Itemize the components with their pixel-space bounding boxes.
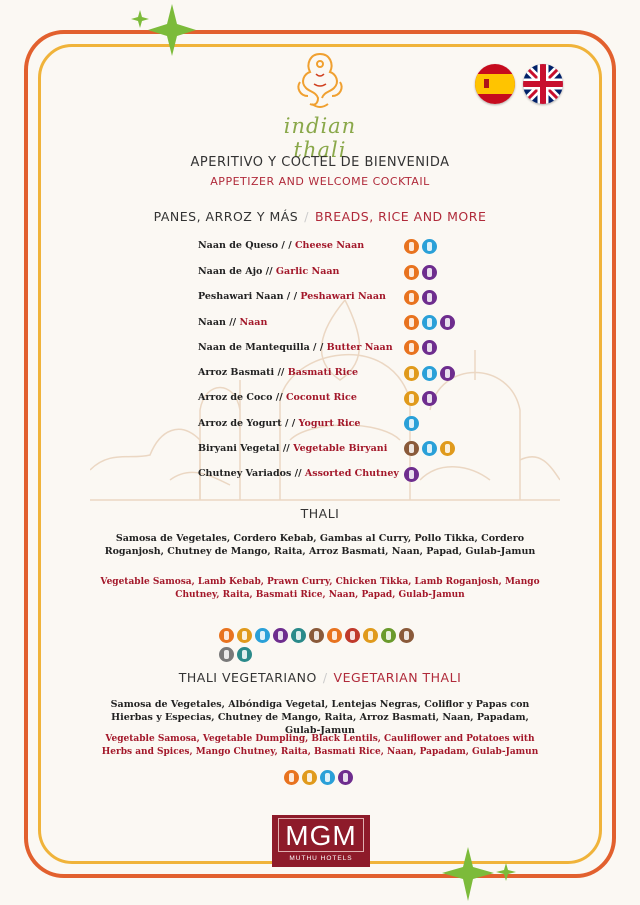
allergen-icons [404, 366, 458, 384]
brand-name: indian thali [283, 114, 357, 162]
milk-icon [422, 366, 437, 381]
egg-icon [440, 441, 455, 456]
peanut-icon [327, 628, 342, 643]
menu-item-vegetable-biryani [198, 443, 387, 454]
thali-description-es: Samosa de Vegetales, Cordero Kebab, Gambas al Curry, Pollo Tikka, Cordero Roganjosh, Chutney de Mango, Raita, Arroz Basmati, Naan, Papad, Gulab-Jamun [104, 533, 536, 557]
item-name-en: Garlic Naan [275, 266, 340, 277]
item-name-es: Arroz de Coco // [198, 392, 283, 403]
gluten-icon [219, 628, 234, 643]
allergen-icons [404, 265, 440, 283]
sulphites-icon [422, 265, 437, 280]
allergen-icons [404, 239, 440, 257]
menu-item-yogurt-rice [198, 418, 360, 429]
allergen-icons [404, 340, 440, 358]
veg-thali-description-es: Samosa de Vegetales, Albóndiga Vegetal, Lentejas Negras, Coliflor y Papas con Hierbas y Especias, Chutney de Mango, Raita, Arroz Basmati, Naan, Papadam, Gulab-Jamun [110, 699, 530, 736]
sulphites-icon [440, 315, 455, 330]
menu-item-butter-naan [198, 342, 393, 353]
egg-icon [237, 628, 252, 643]
sulphites-icon [422, 340, 437, 355]
menu-item-garlic-naan [198, 266, 339, 277]
gluten-icon [404, 290, 419, 305]
mgm-logo-subtitle: MUTHU HOTELS [289, 855, 353, 862]
welcome-title-en: APPETIZER AND WELCOME COCKTAIL [210, 175, 430, 188]
allergen-icons [404, 416, 422, 434]
item-name-en: Naan [239, 317, 268, 328]
veg-thali-description-en: Vegetable Samosa, Vegetable Dumpling, Black Lentils, Cauliflower and Potatoes with Herbs and Spices, Mango Chutney, Raita, Basmati Rice, Naan, Papadam, Gulab-Jamun [101, 734, 539, 757]
milk-icon [422, 441, 437, 456]
allergen-icons [404, 441, 458, 459]
crustaceans-icon [291, 628, 306, 643]
veg-thali-title-en: VEGETARIAN THALI [333, 670, 462, 685]
sulphites-icon [273, 628, 288, 643]
veg-thali-title-es: THALI VEGETARIANO [178, 670, 317, 685]
menu-item-cheese-naan [198, 240, 364, 251]
lupin-icon [219, 647, 234, 662]
nuts-icon [404, 441, 419, 456]
menu-item-coconut-rice [198, 392, 357, 403]
milk-icon [255, 628, 270, 643]
item-name-en: Vegetable Biryani [293, 443, 388, 454]
item-name-es: Arroz de Yogurt / / [198, 418, 296, 429]
mgm-muthu-hotels-logo [272, 815, 370, 867]
gluten-icon [404, 315, 419, 330]
thali-allergen-icons [219, 628, 429, 646]
gluten-icon [284, 770, 299, 785]
uk-flag-icon [523, 64, 563, 104]
item-name-en: Assorted Chutney [304, 468, 399, 479]
gluten-icon [404, 265, 419, 280]
thali-description-en: Vegetable Samosa, Lamb Kebab, Prawn Curry, Chicken Tikka, Lamb Roganjosh, Mango Chutney, Raita, Basmati Rice, Naan, Papad, Gulab-Jamun [100, 577, 540, 600]
breads-title-es: PANES, ARROZ Y MÁS [153, 209, 299, 224]
celery-icon [381, 628, 396, 643]
item-name-es: Naan de Queso / / [198, 240, 292, 251]
mustard-icon [363, 628, 378, 643]
egg-icon [404, 391, 419, 406]
uk-flag-button[interactable] [523, 64, 563, 104]
spanish-flag-icon [475, 64, 515, 104]
allergen-icons [404, 315, 458, 333]
milk-icon [320, 770, 335, 785]
fish-icon [237, 647, 252, 662]
sesame-icon [399, 628, 414, 643]
veg-thali-heading [0, 670, 640, 685]
thali-title: THALI [300, 506, 340, 521]
egg-icon [302, 770, 317, 785]
egg-icon [404, 366, 419, 381]
menu-item-basmati-rice [198, 367, 358, 378]
ganesha-icon [270, 48, 370, 110]
mgm-logo-text: MGM [278, 818, 364, 852]
breads-title-en: BREADS, RICE AND MORE [314, 209, 487, 224]
item-name-es: Chutney Variados // [198, 468, 302, 479]
nuts-icon [309, 628, 324, 643]
breads-section-heading [0, 209, 640, 224]
heading-separator: / [322, 670, 328, 685]
item-name-en: Yogurt Rice [298, 418, 361, 429]
sulphites-icon [440, 366, 455, 381]
veg-thali-allergen-icons [284, 770, 356, 788]
sparkle-icon [130, 2, 200, 58]
gluten-icon [404, 239, 419, 254]
sulphites-icon [422, 391, 437, 406]
milk-icon [422, 315, 437, 330]
allergen-icons [404, 290, 440, 308]
item-name-es: Biryani Vegetal // [198, 443, 290, 454]
allergen-icons [404, 391, 440, 409]
item-name-es: Naan de Ajo // [198, 266, 273, 277]
item-name-en: Cheese Naan [294, 240, 365, 251]
welcome-title-es: APERITIVO Y COCTEL DE BIENVENIDA [190, 155, 450, 170]
item-name-es: Naan de Mantequilla / / [198, 342, 324, 353]
allergen-icons [404, 467, 422, 485]
menu-item-naan [198, 317, 267, 328]
milk-icon [422, 239, 437, 254]
sulphites-icon [422, 290, 437, 305]
item-name-es: Peshawari Naan / / [198, 291, 298, 302]
item-name-en: Butter Naan [326, 342, 393, 353]
item-name-en: Basmati Rice [287, 367, 359, 378]
item-name-es: Arroz Basmati // [198, 367, 285, 378]
sulphites-icon [404, 467, 419, 482]
gluten-icon [404, 340, 419, 355]
sulphites-icon [338, 770, 353, 785]
item-name-en: Peshawari Naan [300, 291, 386, 302]
heading-separator: / [304, 209, 309, 224]
menu-item-assorted-chutney [198, 468, 399, 479]
spanish-flag-button[interactable] [475, 64, 515, 104]
milk-icon [404, 416, 419, 431]
item-name-es: Naan // [198, 317, 237, 328]
menu-item-peshawari-naan [198, 291, 386, 302]
restaurant-logo [270, 48, 370, 162]
sparkle-icon [438, 845, 528, 903]
shellfish-icon [345, 628, 360, 643]
item-name-en: Coconut Rice [286, 392, 357, 403]
